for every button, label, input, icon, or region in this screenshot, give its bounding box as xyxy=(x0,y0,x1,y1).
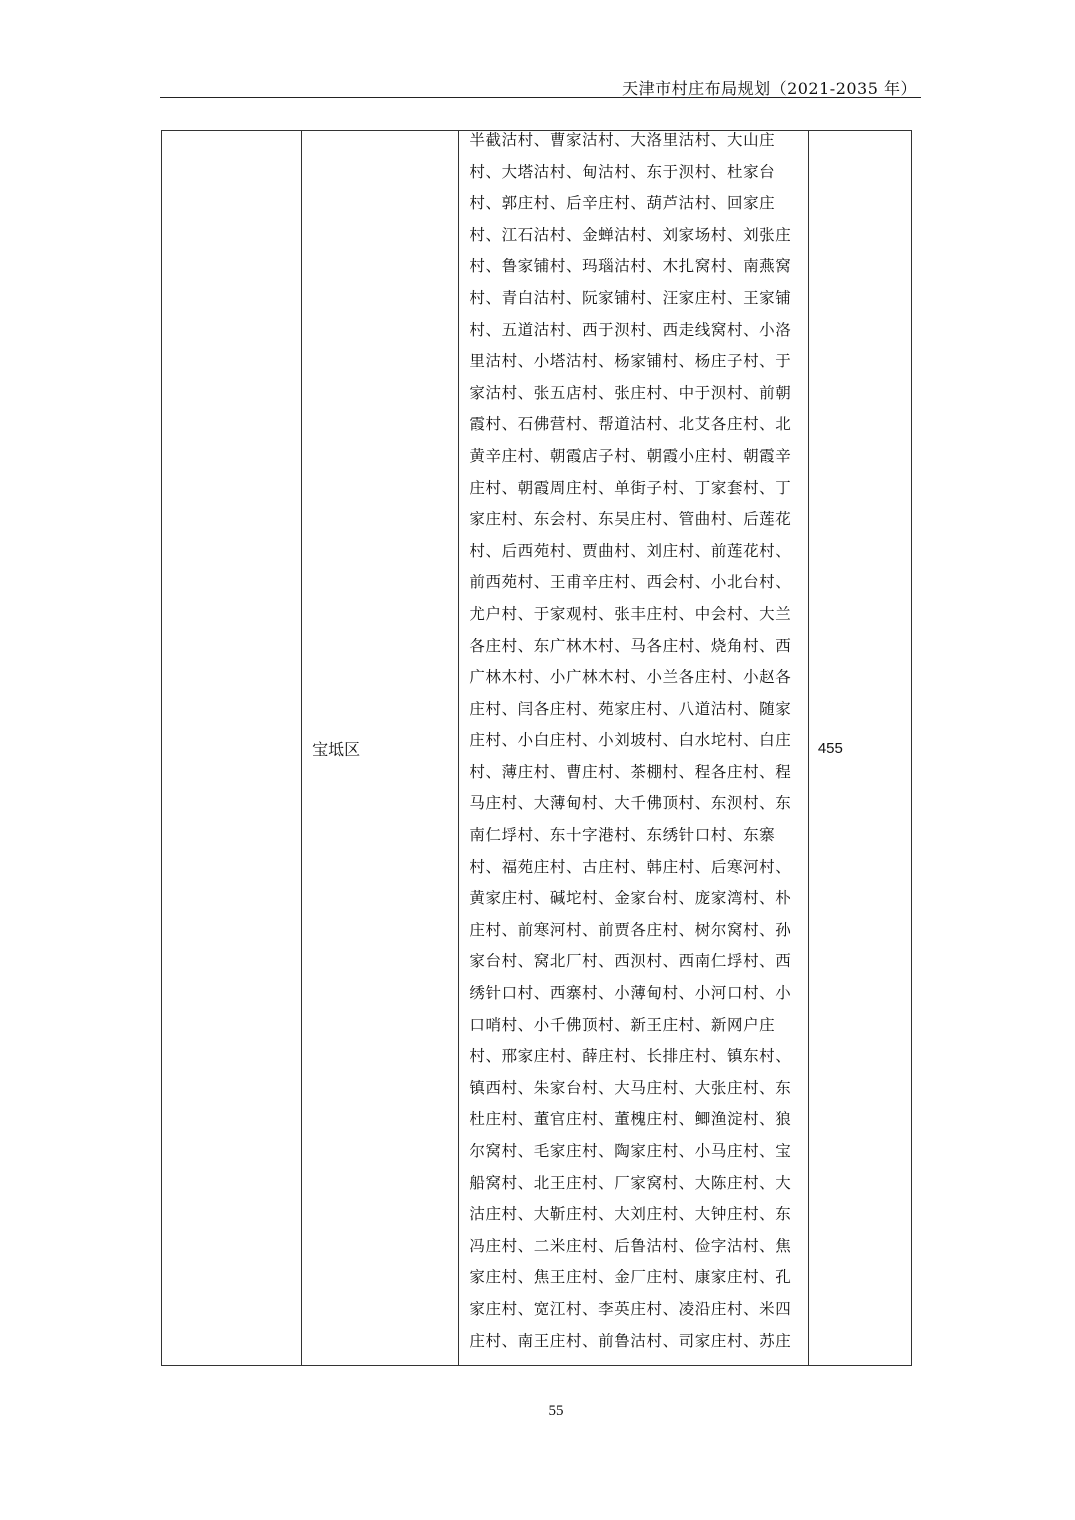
village-line: 庄村、前寒河村、前贾各庄村、树尔窝村、孙 xyxy=(469,920,792,939)
village-line: 庄村、朝霞周庄村、单街子村、丁家套村、丁 xyxy=(469,478,792,497)
village-list-cell xyxy=(459,131,808,1366)
district-name-cell: 宝坻区 xyxy=(302,131,459,1366)
village-line: 村、五道沽村、西于𬇙村、西走线窝村、小洛 xyxy=(469,320,792,339)
header-rule xyxy=(160,97,921,98)
village-line: 广林木村、小广林木村、小兰各庄村、小赵各 xyxy=(469,668,792,687)
village-line: 村、后西苑村、贾曲村、刘庄村、前莲花村、 xyxy=(469,541,792,560)
village-line: 马庄村、大薄甸村、大千佛顶村、东𬇙村、东 xyxy=(469,794,792,813)
village-line: 村、薄庄村、曹庄村、茶棚村、程各庄村、程 xyxy=(469,762,792,781)
village-line: 家庄村、焦王庄村、金厂庄村、康家庄村、孔 xyxy=(469,1268,792,1287)
village-line: 前西苑村、王甫辛庄村、西会村、小北台村、 xyxy=(469,573,792,592)
village-table xyxy=(161,130,912,1366)
village-line: 家庄村、东会村、东吴庄村、管曲村、后莲花 xyxy=(469,510,792,529)
village-line: 霞村、石佛营村、帮道沽村、北艾各庄村、北 xyxy=(469,415,792,434)
page-number: 55 xyxy=(548,1403,564,1419)
village-line: 庄村、闫各庄村、苑家庄村、八道沽村、随家 xyxy=(469,699,792,718)
village-line: 南仁垺村、东十字港村、东绣针口村、东寨 xyxy=(469,826,776,845)
village-line: 冯庄村、二米庄村、后鲁沽村、俭字沽村、焦 xyxy=(469,1236,792,1255)
village-line: 尔窝村、毛家庄村、陶家庄村、小马庄村、宝 xyxy=(469,1142,792,1160)
village-line: 庄村、小白庄村、小刘坡村、白水坨村、白庄 xyxy=(469,731,792,750)
village-line: 船窝村、北王庄村、厂家窝村、大陈庄村、大 xyxy=(469,1173,792,1192)
village-line: 村、青白沽村、阮家铺村、汪家庄村、王家铺 xyxy=(469,288,792,307)
village-lines xyxy=(459,125,807,1357)
village-line: 沽庄村、大靳庄村、大刘庄村、大钟庄村、东 xyxy=(469,1205,792,1224)
village-line: 庄村、南王庄村、前鲁沽村、司家庄村、苏庄 xyxy=(469,1331,792,1350)
village-line: 黄辛庄村、朝霞店子村、朝霞小庄村、朝霞辛 xyxy=(469,446,792,465)
village-line: 镇西村、朱家台村、大马庄村、大张庄村、东 xyxy=(469,1078,792,1097)
village-line: 杜庄村、董官庄村、董槐庄村、鲫渔淀村、狼 xyxy=(469,1110,792,1129)
village-line: 尤户村、于家观村、张丰庄村、中会村、大兰 xyxy=(469,604,792,623)
village-line: 半截沽村、曹家沽村、大洛里沽村、大山庄 xyxy=(469,131,776,149)
village-line: 村、郭庄村、后辛庄村、葫芦沽村、回家庄 xyxy=(469,194,776,213)
village-line: 里沽村、小塔沽村、杨家铺村、杨庄子村、于 xyxy=(469,352,792,371)
village-line: 家庄村、宽江村、李英庄村、凌沿庄村、米四 xyxy=(469,1299,792,1318)
village-line: 村、大塔沽村、甸沽村、东于𬇙村、杜家台 xyxy=(469,162,776,181)
village-line: 口哨村、小千佛顶村、新王庄村、新网户庄 xyxy=(469,1015,776,1034)
village-line: 村、福苑庄村、古庄村、韩庄村、后寒河村、 xyxy=(469,857,792,876)
village-line: 绣针口村、西寨村、小薄甸村、小河口村、小 xyxy=(469,984,792,1003)
village-line: 黄家庄村、碱坨村、金家台村、庞家湾村、朴 xyxy=(469,889,792,908)
village-line: 各庄村、东广林木村、马各庄村、烧角村、西 xyxy=(469,636,792,655)
village-line: 家沽村、张五店村、张庄村、中于𬇙村、前朝 xyxy=(469,383,792,402)
village-line: 村、邢家庄村、薛庄村、长排庄村、镇东村、 xyxy=(469,1047,792,1066)
village-count-cell: 455 xyxy=(808,131,911,1366)
village-line: 村、江石沽村、金蝉沽村、刘家场村、刘张庄 xyxy=(469,225,792,244)
village-line: 村、鲁家铺村、玛瑙沽村、木扎窝村、南燕窝 xyxy=(469,257,792,276)
village-line: 家台村、窝北厂村、西𬇙村、西南仁垺村、西 xyxy=(469,952,792,971)
document-header-title: 天津市村庄布局规划（2021-2035 年） xyxy=(622,79,917,98)
table-row xyxy=(162,131,912,1366)
empty-cell xyxy=(162,131,302,1366)
